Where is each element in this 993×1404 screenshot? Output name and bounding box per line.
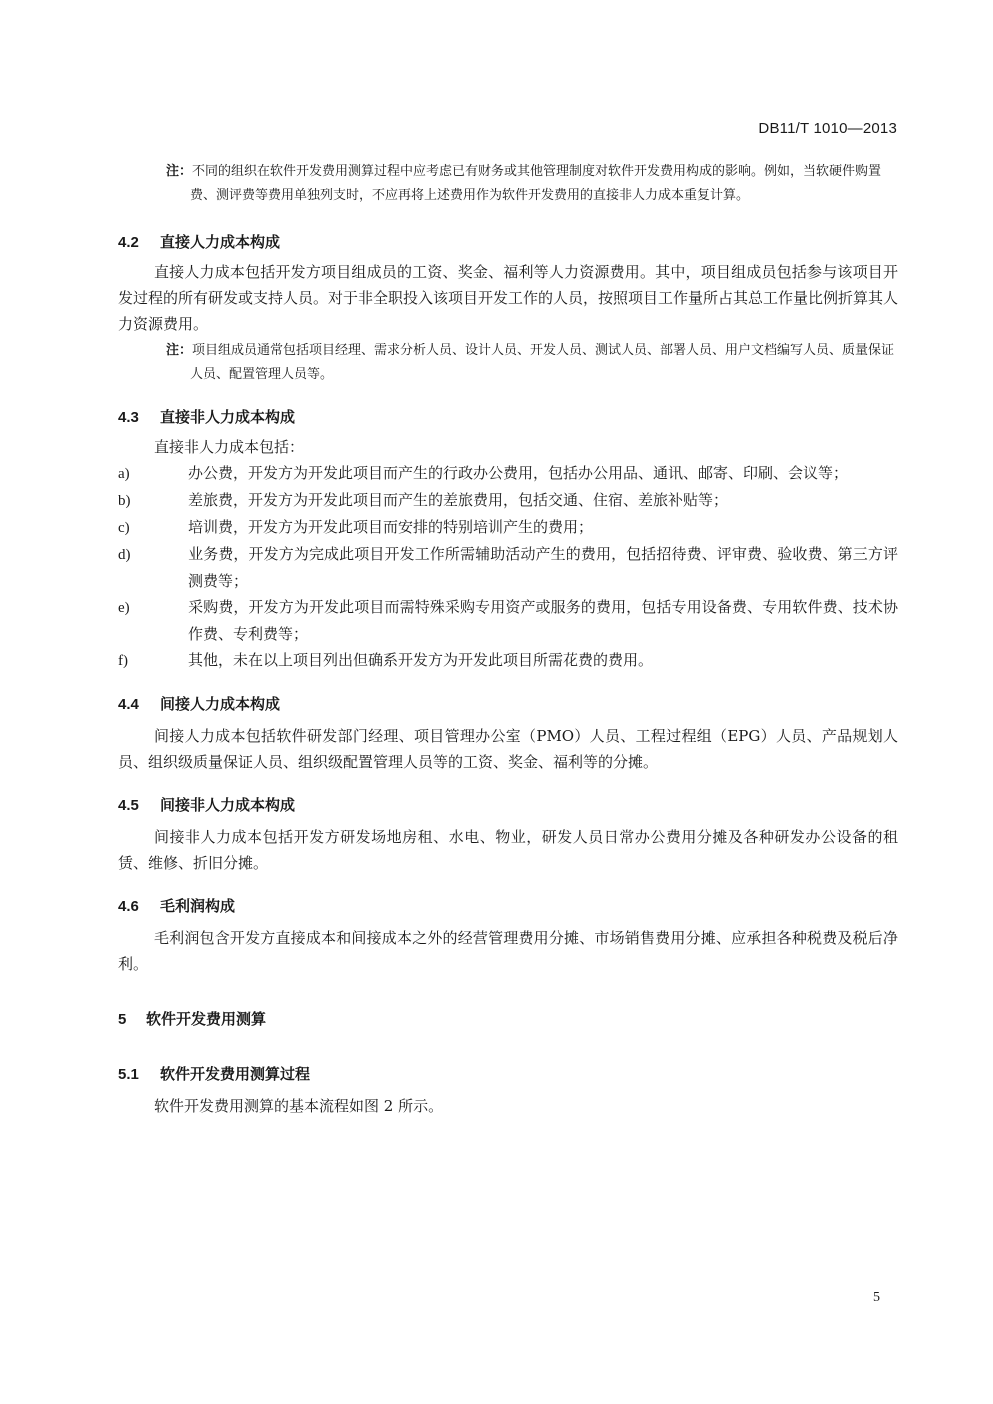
list-item	[118, 647, 898, 674]
section-number: 4.6	[118, 898, 139, 915]
list-text: 业务费，开发方为完成此项目开发工作所需辅助活动产生的费用，包括招待费、评审费、验收费、第三方评测费等；	[188, 545, 898, 590]
list-text: 采购费，开发方为开发此项目而需特殊采购专用资产或服务的费用，包括专用设备费、专用软件费、技术协作费、专利费等；	[188, 598, 898, 643]
page-content	[118, 160, 898, 1119]
section-number: 5	[118, 1011, 127, 1028]
section-number: 5.1	[118, 1066, 139, 1083]
note-team-members	[130, 339, 898, 387]
list-letter: a)	[118, 466, 130, 482]
note-cost-composition	[130, 160, 898, 208]
section-4-5-paragraph: 间接非人力成本包括开发方研发场地房租、水电、物业，研发人员日常办公费用分摊及各种研发办公设备的租赁、维修、折旧分摊。	[118, 828, 898, 872]
list-text: 办公费，开发方为开发此项目而产生的行政办公费用，包括办公用品、通讯、邮寄、印刷、会议等；	[188, 464, 849, 482]
list-text: 其他，未在以上项目列出但确系开发方为开发此项目所需花费的费用。	[188, 651, 654, 669]
section-number: 4.2	[118, 234, 139, 251]
list-text: 培训费，开发方为开发此项目而安排的特别培训产生的费用；	[188, 518, 594, 536]
standard-code: DB11/T 1010—2013	[758, 120, 897, 137]
section-number: 4.4	[118, 696, 139, 713]
section-title: 直接人力成本构成	[160, 233, 281, 251]
section-4-4-heading	[118, 692, 898, 717]
list-item	[118, 487, 898, 514]
list-letter: d)	[118, 547, 131, 563]
section-4-5-heading	[118, 793, 898, 818]
section-4-3-heading	[118, 405, 898, 430]
note-label: 注：	[166, 343, 193, 358]
section-5-1-paragraph: 软件开发费用测算的基本流程如图 2 所示。	[154, 1097, 444, 1115]
list-letter: e)	[118, 600, 130, 616]
section-4-2-paragraph: 直接人力成本包括开发方项目组成员的工资、奖金、福利等人力资源费用。其中，项目组成员包括参与该项目开发过程的所有研发或支持人员。对于非全职投入该项目开发工作的人员，按照项目工作量所占其总工作量比例折算其人力资源费用。	[118, 263, 899, 333]
section-5-1-heading	[118, 1062, 898, 1087]
section-title: 间接人力成本构成	[160, 695, 281, 713]
section-4-6-heading	[118, 894, 898, 919]
list-letter: c)	[118, 520, 130, 536]
section-title: 直接非人力成本构成	[160, 408, 296, 426]
section-4-2-heading	[118, 230, 898, 255]
section-number: 4.3	[118, 409, 139, 426]
section-title: 软件开发费用测算	[146, 1010, 267, 1028]
section-4-6-paragraph: 毛利润包含开发方直接成本和间接成本之外的经营管理费用分摊、市场销售费用分摊、应承担各种税费及税后净利。	[118, 929, 898, 973]
list-letter: f)	[118, 653, 128, 669]
section-4-3-intro: 直接非人力成本包括：	[154, 438, 305, 456]
list-item	[118, 460, 898, 487]
section-title: 软件开发费用测算过程	[160, 1065, 311, 1083]
note-text: 不同的组织在软件开发费用测算过程中应考虑已有财务或其他管理制度对软件开发费用构成的影响。例如，当软硬件购置费、测评费等费用单独列支时，不应再将上述费用作为软件开发费用的直接非人力成本重复计算。	[190, 164, 882, 203]
note-text: 项目组成员通常包括项目经理、需求分析人员、设计人员、开发人员、测试人员、部署人员、用户文档编写人员、质量保证人员、配置管理人员等。	[190, 343, 895, 382]
section-5-heading	[118, 1007, 898, 1032]
section-title: 毛利润构成	[160, 897, 236, 915]
list-item	[118, 541, 898, 594]
list-item	[118, 594, 898, 647]
section-4-4-paragraph: 间接人力成本包括软件研发部门经理、项目管理办公室（PMO）人员、工程过程组（EPG）人员、产品规划人员、组织级质量保证人员、组织级配置管理人员等的工资、奖金、福利等的分摊。	[118, 727, 898, 771]
list-item	[118, 514, 898, 541]
section-number: 4.5	[118, 797, 139, 814]
list-letter: b)	[118, 493, 131, 509]
section-title: 间接非人力成本构成	[160, 796, 296, 814]
list-text: 差旅费，开发方为开发此项目而产生的差旅费用，包括交通、住宿、差旅补贴等；	[188, 491, 729, 509]
page-number: 5	[873, 1290, 880, 1305]
note-label: 注：	[166, 164, 193, 179]
